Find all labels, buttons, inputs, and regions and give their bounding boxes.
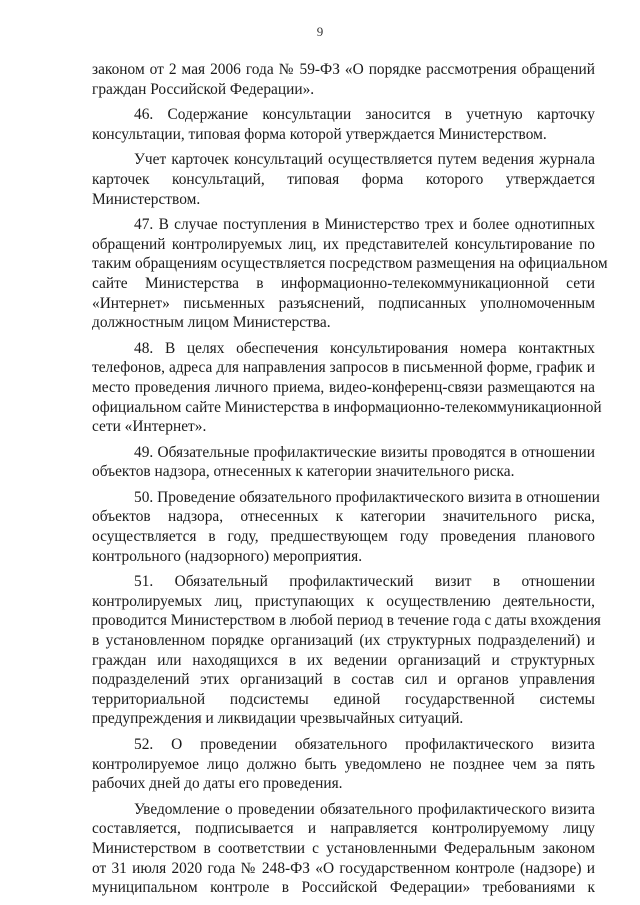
paragraph [92, 443, 595, 482]
text-line: муниципальном контроле в Российской Федерации» требованиями к [92, 879, 595, 897]
text-line: 50. Проведение обязательного профилактического визита в отношении [134, 488, 600, 506]
text-line: проводится Министерством в любой период в течение года с даты вхождения [92, 612, 601, 630]
text-line: консультации, типовая форма которой утверждается Министерством. [92, 125, 547, 143]
paragraph [92, 488, 600, 566]
text-line: карточек консультаций, типовая форма которого утверждается [92, 170, 595, 188]
text-line: составляется, подписывается и направляется контролируемому лицу [92, 820, 595, 838]
page-number: 9 [316, 24, 324, 39]
text-line: телефонов, адреса для направления запросов в письменной форме, график и [92, 359, 595, 377]
text-line: 48. В целях обеспечения консультирования номера контактных [134, 339, 595, 357]
text-line: Министерством. [92, 190, 201, 208]
paragraph [92, 150, 595, 209]
text-line: осуществляется в году, предшествующем году проведения планового [92, 528, 595, 546]
paragraph [92, 572, 601, 729]
text-line: должностным лицом Министерства. [92, 314, 331, 332]
text-line: сети «Интернет». [92, 418, 207, 436]
text-line: 49. Обязательные профилактические визиты проводятся в отношении [134, 443, 595, 461]
text-line: 52. О проведении обязательного профилактического визита [134, 736, 595, 753]
text-line: «Интернет» письменных разъяснений, подписанных уполномоченным [92, 294, 595, 312]
text-line: 47. В случае поступления в Министерство трех и более однотипных [134, 216, 595, 234]
paragraph [92, 735, 595, 794]
text-line: 46. Содержание консультации заносится в учетную карточку [134, 106, 595, 124]
paragraph [92, 105, 595, 144]
text-line: место проведения личного приема, видео-конференц-связи размещаются на [92, 378, 595, 396]
text-line: 51. Обязательный профилактический визит в отношении [134, 573, 595, 591]
text-line: Учет карточек консультаций осуществляется путем ведения журнала [134, 151, 595, 169]
text-line: объектов надзора, отнесенных к категории значительного риска, [92, 508, 595, 526]
paragraph [92, 800, 595, 898]
paragraph [92, 339, 602, 437]
text-line: территориальной подсистемы единой государственной системы [92, 690, 595, 708]
text-line: предупреждения и ликвидации чрезвычайных ситуаций. [92, 710, 464, 728]
document-body [92, 60, 608, 904]
text-line: граждан Российской Федерации». [92, 80, 315, 98]
text-line: контролируемых лиц, приступающих к осуществлению деятельности, [92, 592, 595, 610]
text-line: контролируемое лицо должно быть уведомлено не позднее чем за пять [92, 755, 595, 773]
text-line: контрольного (надзорного) мероприятия. [92, 547, 363, 565]
paragraph [92, 60, 595, 99]
text-line: подразделений этих организаций в состав сил и органов управления [92, 671, 595, 689]
text-line: рабочих дней до даты его проведения. [92, 775, 343, 793]
text-line: обращений контролируемых лиц, их представителей консультирование по [92, 235, 595, 253]
text-line: граждан или находящихся в их ведении организаций и структурных [92, 651, 595, 669]
text-line: законом от 2 мая 2006 года № 59-ФЗ «О порядке рассмотрения обращений [92, 61, 595, 78]
text-line: таким обращениям осуществляется посредством размещения на официальном [92, 255, 608, 273]
text-line: Уведомление о проведении обязательного профилактического визита [134, 800, 595, 818]
text-line: официальном сайте Министерства в информационно-телекоммуникационной [92, 398, 602, 416]
paragraph [92, 215, 608, 333]
text-line: в установленном порядке организаций (их структурных подразделений) и [92, 632, 595, 650]
text-line: Министерством в соответствии с установленными Федеральным законом [92, 839, 595, 857]
text-line: от 31 июля 2020 года № 248-ФЗ «О государственном контроле (надзоре) и [92, 859, 595, 877]
text-line: объектов надзора, отнесенных к категории значительного риска. [92, 463, 515, 481]
text-line: сайте Министерства в информационно-телекоммуникационной сети [92, 274, 595, 292]
